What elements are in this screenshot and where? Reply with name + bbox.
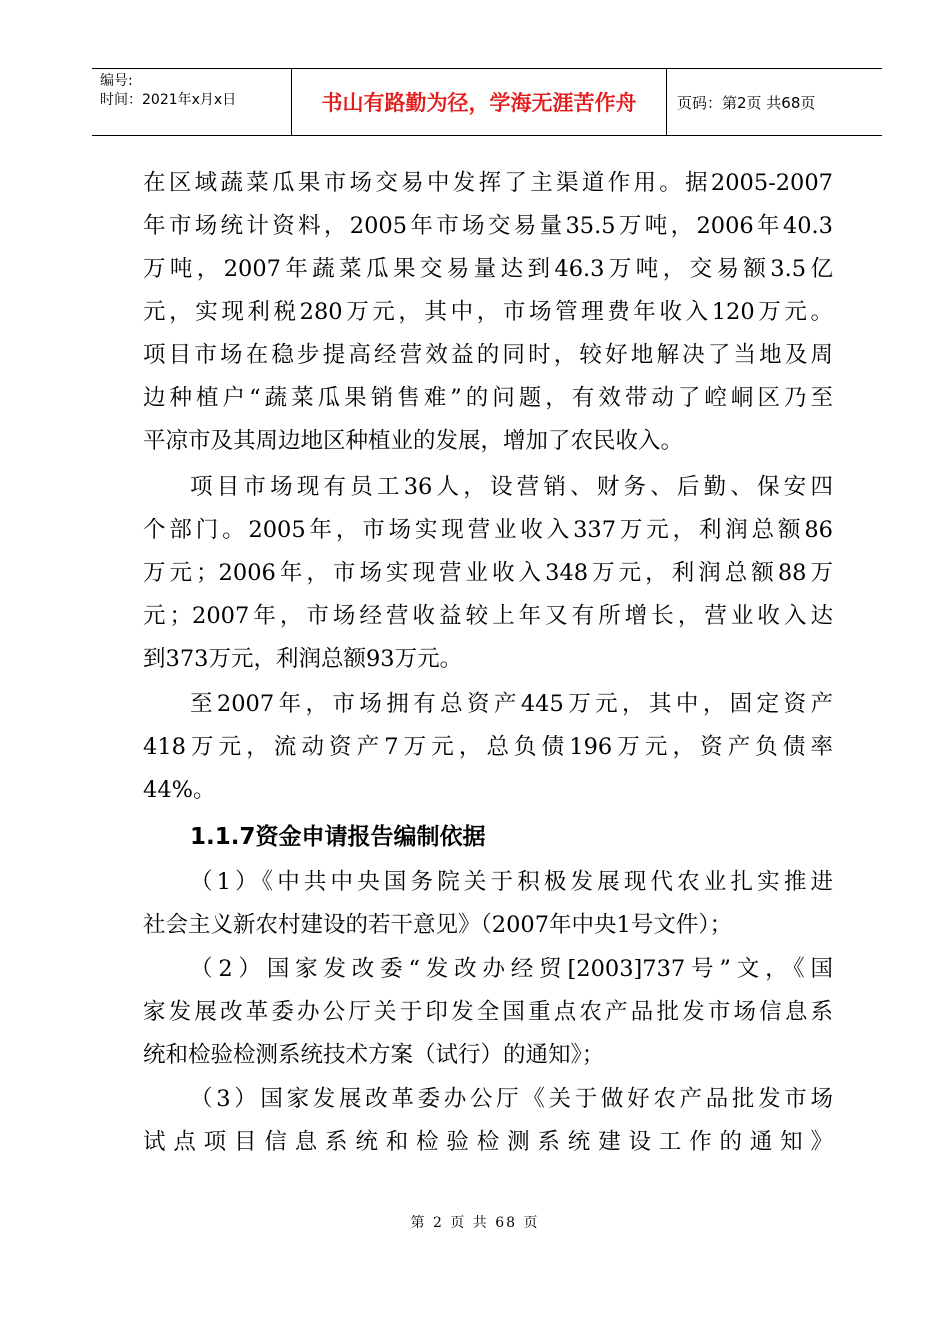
body-line: 在区域蔬菜瓜果市场交易中发挥了主渠道作用。据2005-2007	[143, 170, 833, 196]
body-line: 试点项目信息系统和检验检测系统建设工作的通知》	[143, 1129, 833, 1155]
body-line: 年市场统计资料，2005年市场交易量35.5万吨，2006年40.3	[143, 213, 833, 239]
document-time-label: 时间：2021年x月x日	[100, 92, 237, 108]
body-line: （2）国家发改委“发改办经贸[2003]737号”文，《国	[190, 956, 833, 982]
page-footer: 第 2 页 共 68 页	[410, 1215, 540, 1231]
body-line: （3）国家发展改革委办公厅《关于做好农产品批发市场	[190, 1086, 833, 1112]
body-line: （1）《中共中央国务院关于积极发展现代农业扎实推进	[190, 869, 833, 895]
document-number-label: 编号:	[100, 73, 133, 89]
body-line: 家发展改革委办公厅关于印发全国重点农产品批发市场信息系	[143, 999, 833, 1025]
section-heading: 1.1.7资金申请报告编制依据	[190, 824, 486, 850]
body-line: 统和检验检测系统技术方案（试行）的通知》；	[143, 1042, 605, 1068]
header-page-number: 页码：第2页 共68页	[677, 93, 816, 112]
header-meta	[92, 69, 292, 135]
header-motto: 书山有路勤为径，学海无涯苦作舟	[292, 69, 667, 135]
body-line: 元，实现利税280万元，其中，市场管理费年收入120万元。	[143, 299, 833, 325]
body-line: 元；2007年，市场经营收益较上年又有所增长，营业收入达	[143, 603, 833, 629]
body-line: 个部门。2005年，市场实现营业收入337万元，利润总额86	[143, 517, 833, 543]
body-line: 项目市场在稳步提高经营效益的同时，较好地解决了当地及周	[143, 342, 833, 368]
page-header	[92, 68, 882, 136]
body-line: 万吨，2007年蔬菜瓜果交易量达到46.3万吨，交易额3.5亿	[143, 256, 833, 282]
body-line: 社会主义新农村建设的若干意见》（2007年中央1号文件）；	[143, 912, 733, 938]
body-line: 平凉市及其周边地区种植业的发展，增加了农民收入。	[143, 428, 684, 454]
body-line: 边种植户“蔬菜瓜果销售难”的问题，有效带动了崆峒区乃至	[143, 385, 833, 411]
body-line: 418万元，流动资产7万元，总负债196万元，资产负债率	[143, 734, 833, 760]
body-line: 至2007年，市场拥有总资产445万元，其中，固定资产	[190, 691, 833, 717]
body-line: 项目市场现有员工36人，设营销、财务、后勤、保安四	[190, 474, 833, 500]
body-line: 万元；2006年，市场实现营业收入348万元，利润总额88万	[143, 560, 833, 586]
body-line: 到373万元，利润总额93万元。	[143, 646, 463, 672]
body-line: 44%。	[143, 777, 216, 803]
